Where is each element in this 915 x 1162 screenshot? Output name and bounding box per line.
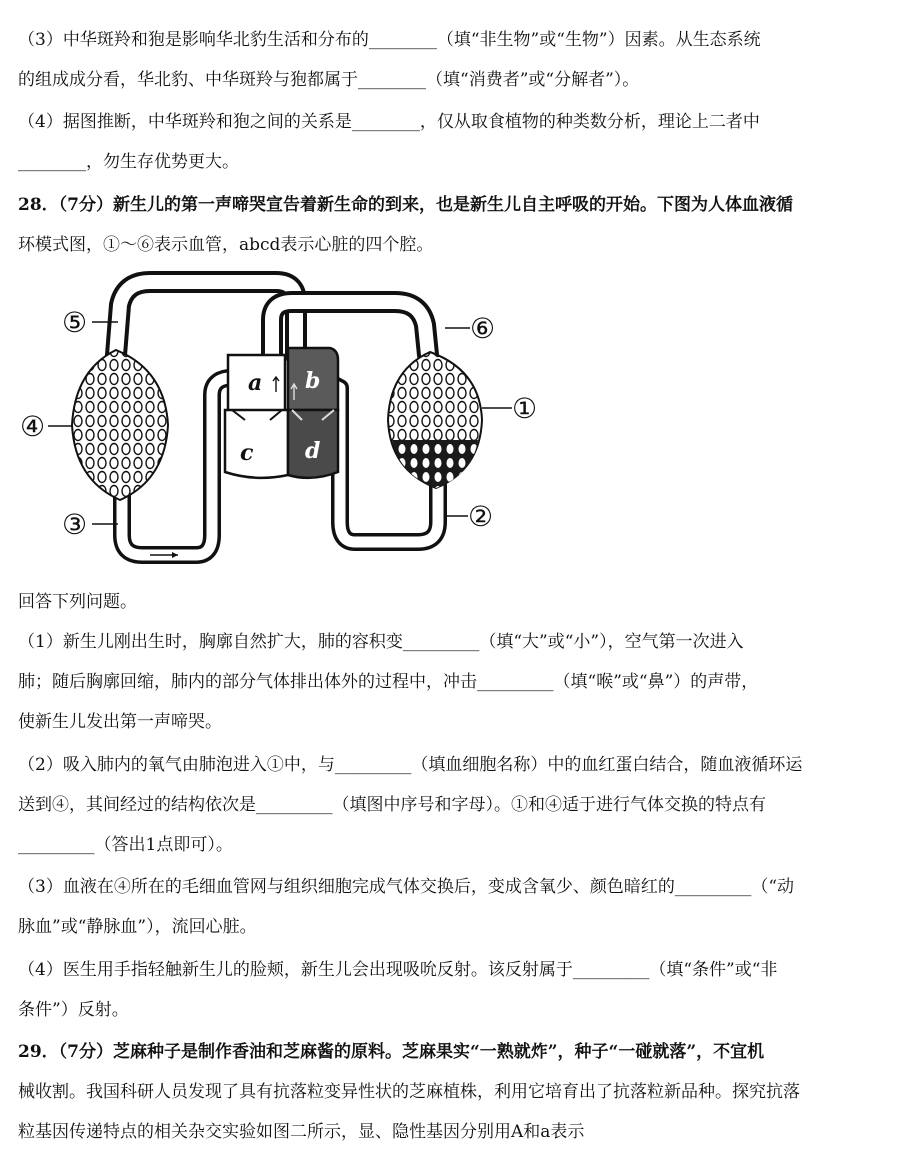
body-capillary-network bbox=[72, 350, 168, 500]
text-line: _________（答出1点即可）。 bbox=[18, 835, 233, 855]
vessel-label-6: ⑥ bbox=[470, 312, 496, 345]
vessel-label-1: ① bbox=[512, 392, 538, 425]
text-line: （2）吸入肺内的氧气由肺泡进入①中，与_________（填血细胞名称）中的血红蛋白结合，随血液循环运 bbox=[18, 755, 803, 775]
text-line: 肺；随后胸廓回缩，肺内的部分气体排出体外的过程中，冲击_________（填“喉”或“鼻”）的声带， bbox=[18, 672, 759, 692]
text-line: 脉血”或“静脉血”），流回心脏。 bbox=[18, 917, 257, 937]
text-line: 28．（7分）新生儿的第一声啼哭宣告着新生命的到来，也是新生儿自主呼吸的开始。下图为人体血液循 bbox=[18, 195, 793, 215]
chamber-label-a: a bbox=[248, 370, 263, 396]
text-line: （1）新生儿刚出生时，胸廓自然扩大，肺的容积变_________（填“大”或“小”），空气第一次进入 bbox=[18, 632, 744, 652]
text-line: （4）据图推断，中华斑羚和狍之间的关系是________，仅从取食植物的种类数分析，理论上二者中 bbox=[18, 112, 760, 132]
vessel-label-2: ② bbox=[468, 500, 494, 533]
text-line: ________，勿生存优势更大。 bbox=[18, 152, 239, 172]
chamber-label-b: b bbox=[305, 368, 321, 394]
text-line: 回答下列问题。 bbox=[18, 592, 137, 612]
heart bbox=[225, 348, 338, 478]
text-line: （4）医生用手指轻触新生儿的脸颊，新生儿会出现吸吮反射。该反射属于_________（填“条件”或“非 bbox=[18, 960, 778, 980]
text-line: 送到④，其间经过的结构依次是_________（填图中序号和字母）。①和④适于进行气体交换的特点有 bbox=[18, 795, 766, 815]
vessel-label-5: ⑤ bbox=[62, 306, 88, 339]
chamber-c bbox=[225, 410, 288, 478]
chamber-label-d: d bbox=[305, 438, 321, 464]
text-line: （3）中华斑羚和狍是影响华北豹生活和分布的________（填“非生物”或“生物”）因素。从生态系统 bbox=[18, 30, 761, 50]
blood-circulation-diagram bbox=[0, 260, 560, 580]
text-line: （3）血液在④所在的毛细血管网与组织细胞完成气体交换后，变成含氧少、颜色暗红的_________（“动 bbox=[18, 877, 795, 897]
chamber-label-c: c bbox=[240, 440, 254, 466]
text-line: 条件”）反射。 bbox=[18, 1000, 129, 1020]
vessel-label-4: ④ bbox=[20, 410, 46, 443]
text-line: 械收割。我国科研人员发现了具有抗落粒变异性状的芝麻植株，利用它培育出了抗落粒新品种。探究抗落 bbox=[18, 1082, 800, 1102]
text-line: 粒基因传递特点的相关杂交实验如图二所示，显、隐性基因分别用A和a表示 bbox=[18, 1122, 585, 1142]
text-line: 环模式图，①～⑥表示血管，abcd表示心脏的四个腔。 bbox=[18, 235, 434, 255]
text-line: 使新生儿发出第一声啼哭。 bbox=[18, 712, 222, 732]
text-line: 29．（7分）芝麻种子是制作香油和芝麻酱的原料。芝麻果实“一熟就炸”，种子“一碰就落”，不宜机 bbox=[18, 1042, 765, 1062]
vessel-label-3: ③ bbox=[62, 508, 88, 541]
text-line: 的组成成分看，华北豹、中华斑羚与狍都属于________（填“消费者”或“分解者”）。 bbox=[18, 70, 640, 90]
